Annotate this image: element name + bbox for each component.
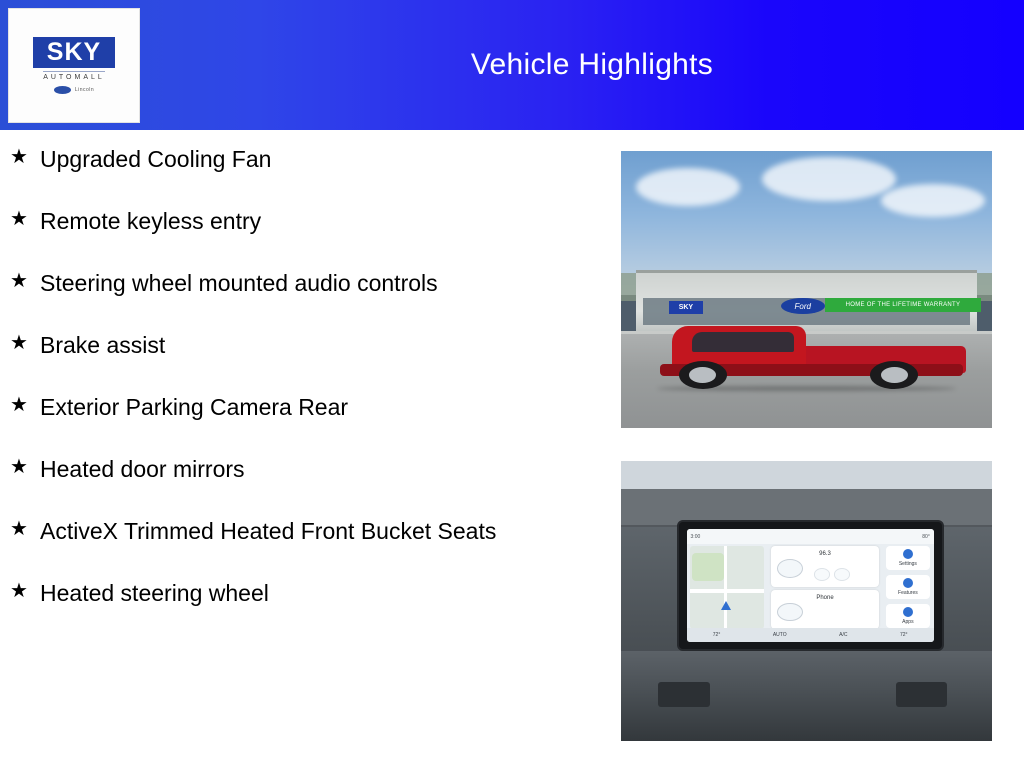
map-road bbox=[690, 589, 764, 592]
rail-item-label: Settings bbox=[898, 561, 917, 568]
list-item bbox=[10, 452, 610, 486]
apps-icon bbox=[903, 607, 913, 617]
rail-item-label: Apps bbox=[902, 619, 914, 626]
list-item-label: Heated steering wheel bbox=[40, 580, 269, 606]
windshield bbox=[621, 461, 992, 492]
auto-button[interactable]: AUTO bbox=[772, 631, 787, 638]
truck-shape bbox=[647, 314, 966, 389]
truck-windows bbox=[692, 332, 794, 351]
slide-header bbox=[0, 0, 1024, 130]
map-widget[interactable] bbox=[690, 546, 764, 629]
star-icon: ★ bbox=[10, 146, 28, 168]
rail-item-apps[interactable] bbox=[886, 604, 931, 628]
clock-label: 3:00 bbox=[690, 533, 701, 540]
logo-brand-marks bbox=[54, 86, 94, 94]
ford-sign: Ford bbox=[781, 298, 826, 315]
features-icon bbox=[903, 578, 913, 588]
screen-side-rail bbox=[886, 546, 931, 629]
infotainment-screen[interactable] bbox=[687, 529, 934, 641]
screen-status-bar bbox=[687, 529, 934, 544]
star-icon: ★ bbox=[10, 208, 28, 230]
cloud-shape bbox=[762, 157, 896, 201]
logo-brand-text: SKY bbox=[33, 37, 115, 68]
star-icon: ★ bbox=[10, 394, 28, 416]
exterior-vehicle-photo bbox=[621, 151, 992, 428]
phone-card-label: Phone bbox=[816, 594, 834, 601]
list-item bbox=[10, 576, 610, 610]
list-item-label: Exterior Parking Camera Rear bbox=[40, 394, 349, 420]
temperature-label: 80° bbox=[922, 533, 930, 540]
map-road bbox=[724, 546, 727, 629]
dealer-sign: SKY bbox=[669, 301, 702, 315]
list-item bbox=[10, 328, 610, 362]
star-icon: ★ bbox=[10, 580, 28, 602]
air-vent-left bbox=[658, 682, 710, 707]
rail-item-settings[interactable] bbox=[886, 546, 931, 570]
gear-icon bbox=[903, 549, 913, 559]
list-item-label: Remote keyless entry bbox=[40, 208, 262, 234]
highlights-list bbox=[10, 142, 610, 638]
logo-subtitle-text: AUTOMALL bbox=[43, 71, 105, 81]
phone-card[interactable] bbox=[771, 590, 880, 629]
air-vent-right bbox=[896, 682, 948, 707]
ford-oval-icon bbox=[54, 86, 71, 94]
infotainment-bezel bbox=[677, 520, 944, 652]
warranty-banner: HOME OF THE LIFETIME WARRANTY bbox=[825, 298, 981, 312]
list-item-label: ActiveX Trimmed Heated Front Bucket Seats bbox=[40, 518, 497, 544]
map-position-arrow bbox=[721, 601, 731, 610]
list-item-label: Steering wheel mounted audio controls bbox=[40, 270, 438, 296]
list-item-label: Brake assist bbox=[40, 332, 166, 358]
list-item-label: Upgraded Cooling Fan bbox=[40, 146, 272, 172]
media-station-label: 96.3 bbox=[819, 551, 831, 558]
phone-icon[interactable] bbox=[777, 603, 803, 622]
logo-brand-mark-label: Lincoln bbox=[74, 87, 95, 94]
rail-item-label: Features bbox=[898, 590, 918, 597]
passenger-temp-label[interactable]: 72° bbox=[900, 631, 908, 638]
dealer-logo bbox=[8, 8, 140, 123]
media-card[interactable] bbox=[771, 546, 880, 586]
media-prev-button[interactable] bbox=[814, 568, 830, 581]
list-item-label: Heated door mirrors bbox=[40, 456, 245, 482]
rail-item-features[interactable] bbox=[886, 575, 931, 599]
star-icon: ★ bbox=[10, 332, 28, 354]
list-item bbox=[10, 390, 610, 424]
driver-temp-label[interactable]: 72° bbox=[712, 631, 721, 638]
front-wheel bbox=[679, 361, 727, 389]
star-icon: ★ bbox=[10, 456, 28, 478]
media-next-button[interactable] bbox=[834, 568, 850, 581]
list-item bbox=[10, 514, 610, 548]
climate-bar bbox=[687, 628, 934, 641]
ac-button[interactable]: A/C bbox=[839, 631, 848, 638]
media-knob-icon[interactable] bbox=[777, 559, 803, 578]
star-icon: ★ bbox=[10, 270, 28, 292]
list-item bbox=[10, 204, 610, 238]
page-title: Vehicle Highlights bbox=[470, 48, 714, 81]
list-item bbox=[10, 266, 610, 300]
list-item bbox=[10, 142, 610, 176]
map-park-area bbox=[692, 553, 725, 581]
rear-wheel bbox=[870, 361, 918, 389]
star-icon: ★ bbox=[10, 518, 28, 540]
cloud-shape bbox=[636, 168, 740, 207]
interior-dashboard-photo bbox=[621, 461, 992, 741]
